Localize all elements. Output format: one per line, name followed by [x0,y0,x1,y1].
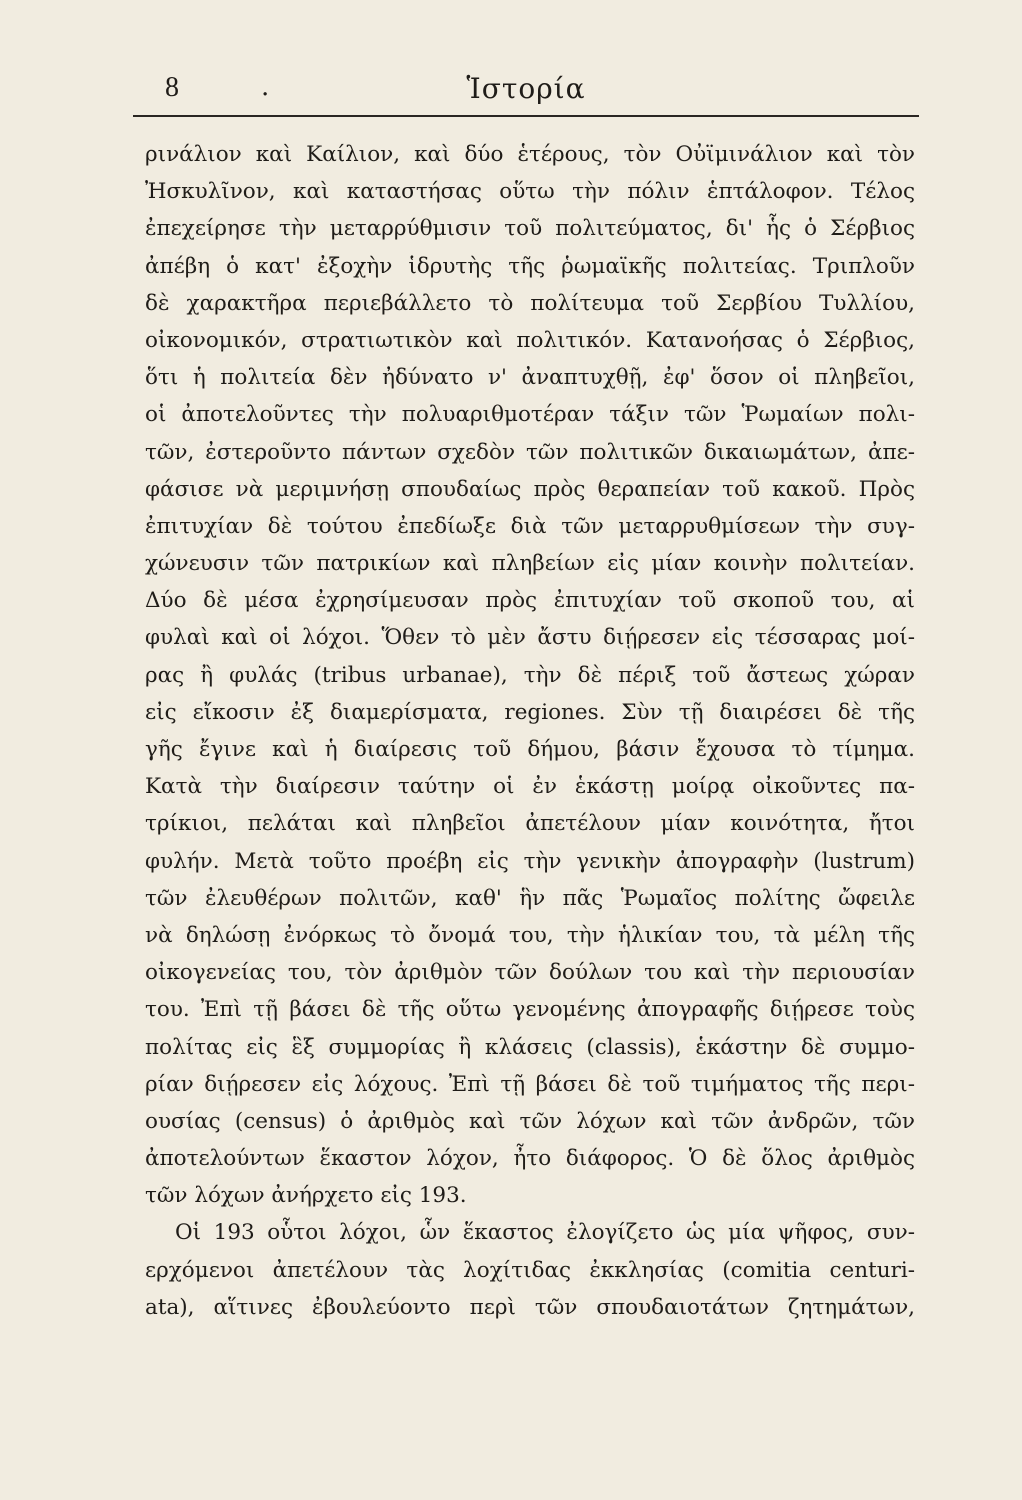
text-line: ἀπέβη ὁ κατ' ἐξοχὴν ἱδρυτὴς τῆς ῥωμαϊκῆς πολιτείας. Τριπλοῦν [145,253,915,279]
text-line: δὲ χαρακτῆρα περιεβάλλετο τὸ πολίτευμα τοῦ Σερβίου Τυλλίου, [145,290,915,316]
text-line: φυλήν. Μετὰ τοῦτο προέβη εἰς τὴν γενικὴν ἀπογραφὴν (lustrum) [145,848,915,874]
text-line: φάσισε νὰ μεριμνήσῃ σπουδαίως πρὸς θεραπείαν τοῦ κακοῦ. Πρὸς [145,476,915,502]
text-line: πολίτας εἰς ἓξ συμμορίας ἢ κλάσεις (classis), ἑκάστην δὲ συμμο- [145,1034,915,1060]
text-line: φυλαὶ καὶ οἱ λόχοι. Ὅθεν τὸ μὲν ἄστυ διῄρεσεν εἰς τέσσαρας μοί- [145,625,915,651]
text-line: οἰκονομικόν, στρατιωτικὸν καὶ πολιτικόν. Κατανοήσας ὁ Σέρβιος, [145,327,915,353]
header-rule [133,115,919,117]
page-header [133,72,919,106]
text-line: γῆς ἔγινε καὶ ἡ διαίρεσις τοῦ δήμου, βάσιν ἔχουσα τὸ τίμημα. [145,737,915,762]
text-line: οἰκογενείας του, τὸν ἀριθμὸν τῶν δούλων του καὶ τὴν περιουσίαν [145,960,915,986]
text-line: τῶν, ἐστεροῦντο πάντων σχεδὸν τῶν πολιτικῶν δικαιωμάτων, ἀπε- [145,439,915,465]
text-line: Δύο δὲ μέσα ἐχρησίμευσαν πρὸς ἐπιτυχίαν τοῦ σκοποῦ του, αἱ [145,588,915,614]
text-line: νὰ δηλώσῃ ἐνόρκως τὸ ὄνομά του, τὴν ἡλικίαν του, τὰ μέλη τῆς [145,922,915,948]
text-line: του. Ἐπὶ τῇ βάσει δὲ τῆς οὕτω γενομένης ἀπογραφῆς διῄρεσε τοὺς [145,997,915,1023]
text-line: τῶν λόχων ἀνήρχετο εἰς 193. [145,1183,467,1209]
text-line: χώνευσιν τῶν πατρικίων καὶ πληβείων εἰς μίαν κοινὴν πολιτείαν. [145,551,915,577]
text-line: Οἱ 193 οὗτοι λόχοι, ὧν ἕκαστος ἐλογίζετο ὡς μία ψῆφος, συν- [175,1220,915,1246]
text-line: ρινάλιον καὶ Καίλιον, καὶ δύο ἑτέρους, τὸν Οὐϊμινάλιον καὶ τὸν [145,142,915,167]
text-line: ἐπεχείρησε τὴν μεταρρύθμισιν τοῦ πολιτεύματος, δι' ἧς ὁ Σέρβιος [145,216,915,242]
text-line: ata), αἵτινες ἐβουλεύοντο περὶ τῶν σπουδαιοτάτων ζητημάτων, [145,1294,915,1320]
text-line: ἀποτελούντων ἕκαστον λόχον, ἦτο διάφορος. Ὁ δὲ ὅλος ἀριθμὸς [145,1146,915,1172]
text-line: οἱ ἀποτελοῦντες τὴν πολυαριθμοτέραν τάξιν τῶν Ῥωμαίων πολι- [145,402,915,428]
text-line: Κατὰ τὴν διαίρεσιν ταύτην οἱ ἐν ἑκάστῃ μοίρᾳ οἰκοῦντες πα- [145,774,915,800]
text-line: τῶν ἐλευθέρων πολιτῶν, καθ' ἣν πᾶς Ῥωμαῖος πολίτης ὤφειλε [145,885,915,911]
header-separator: . [261,72,270,102]
running-title: Ἱστορία [466,72,586,105]
text-line: ἐπιτυχίαν δὲ τούτου ἐπεδίωξε διὰ τῶν μεταρρυθμίσεων τὴν συγ- [145,513,915,539]
text-line: ρίαν διῄρεσεν εἰς λόχους. Ἐπὶ τῇ βάσει δὲ τοῦ τιμήματος τῆς περι- [145,1071,915,1097]
text-line: ὅτι ἡ πολιτεία δὲν ἠδύνατο ν' ἀναπτυχθῇ, ἐφ' ὅσον οἱ πληβεῖοι, [145,365,915,391]
text-line: ρας ἢ φυλάς (tribus urbanae), τὴν δὲ πέριξ τοῦ ἄστεως χώραν [145,662,915,688]
body-text [145,136,915,1326]
text-line: εἰς εἴκοσιν ἐξ διαμερίσματα, regiones. Σὺν τῇ διαιρέσει δὲ τῆς [145,699,915,725]
text-line: ουσίας (census) ὁ ἀριθμὸς καὶ τῶν λόχων καὶ τῶν ἀνδρῶν, τῶν [145,1108,915,1134]
text-line: τρίκιοι, πελάται καὶ πληβεῖοι ἀπετέλουν μίαν κοινότητα, ἤτοι [145,811,915,837]
page-number: 8 [165,72,180,103]
text-line: Ἠσκυλῖνον, καὶ καταστήσας οὕτω τὴν πόλιν ἑπτάλοφον. Τέλος [145,179,915,205]
text-line: ερχόμενοι ἀπετέλουν τὰς λοχίτιδας ἐκκλησίας (comitia centuri- [145,1257,915,1283]
